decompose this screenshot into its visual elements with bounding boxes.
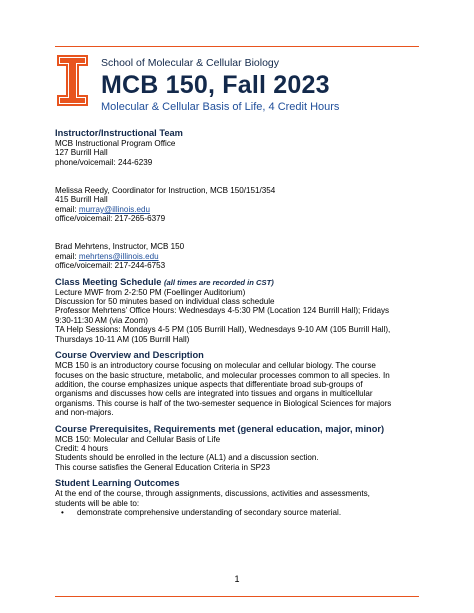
- coordinator-email-link[interactable]: murray@illinois.edu: [78, 204, 151, 214]
- coordinator-room: 415 Burrill Hall: [55, 195, 108, 205]
- schedule-heading: [55, 277, 427, 288]
- overview-line: MCB 150 is an introductory course focusing on molecular and cellular biology. The course: [55, 361, 376, 371]
- overview-line: addition, the course emphasizes unique aspects that differentiate broad sub-groups of: [55, 379, 363, 389]
- illinois-logo-icon: [57, 55, 88, 106]
- prereq-heading: Course Prerequisites, Requirements met (general education, major, minor): [55, 423, 385, 434]
- instructor-email-line: [55, 252, 427, 261]
- schedule-heading-text: Class Meeting Schedule: [55, 276, 162, 287]
- schedule-ta-2: Thursdays 10-11 AM (105 Burrill Hall): [55, 334, 190, 344]
- prereq-line: Credit: 4 hours: [55, 443, 109, 453]
- schedule-lecture: Lecture MWF from 2-2:50 PM (Foellinger Auditorium): [55, 287, 246, 297]
- prereq-line: Students should be enrolled in the lecture (AL1) and a discussion section.: [55, 453, 319, 463]
- overview-heading: Course Overview and Description: [55, 350, 204, 361]
- overview-line: and non-majors.: [55, 408, 114, 418]
- outcomes-line: At the end of the course, through assignments, discussions, activities and assessments,: [55, 489, 370, 499]
- schedule-ta-1: TA Help Sessions: Mondays 4-5 PM (105 Burrill Hall), Wednesdays 9-10 AM (105 Burrill Hall),: [55, 325, 391, 335]
- outcomes-heading: Student Learning Outcomes: [55, 478, 180, 489]
- coordinator-email-line: [55, 205, 427, 214]
- footer-rule: [55, 596, 419, 597]
- instructor-email-link[interactable]: mehrtens@illinois.edu: [78, 251, 159, 261]
- office-room: 127 Burrill Hall: [55, 148, 108, 158]
- page-number: 1: [234, 574, 240, 584]
- coordinator-phone: office/voicemail: 217-265-6379: [55, 214, 166, 224]
- office-name: MCB Instructional Program Office: [55, 139, 176, 148]
- course-subtitle: Molecular & Cellular Basis of Life, 4 Credit Hours: [101, 101, 340, 113]
- schedule-office-hours-1: Professor Mehrtens’ Office Hours: Wednesdays 4-5:30 PM (Location 124 Burrill Hall); Fridays: [55, 306, 390, 316]
- bullet-icon: •: [61, 507, 64, 517]
- syllabus-body: [55, 128, 427, 517]
- course-title: MCB 150, Fall 2023: [101, 71, 330, 99]
- header-rule: [55, 46, 419, 47]
- team-heading: Instructor/Instructional Team: [55, 128, 183, 138]
- outcomes-line: students will be able to:: [55, 498, 140, 508]
- schedule-discussion: Discussion for 50 minutes based on individual class schedule: [55, 297, 275, 307]
- document-header: [101, 57, 431, 114]
- schedule-office-hours-2: 9:30-11:30 AM (via Zoom): [55, 315, 148, 325]
- prereq-line: This course satisfies the General Education Criteria in SP23: [55, 462, 271, 472]
- office-phone: phone/voicemail: 244-6239: [55, 157, 153, 167]
- instructor-phone: office/voicemail: 217-244-6753: [55, 261, 166, 271]
- overview-line: focuses on the basic structure, metabolic, and molecular processes common to all species. In: [55, 370, 390, 380]
- coordinator-name: Melissa Reedy, Coordinator for Instruction, MCB 150/151/354: [55, 186, 276, 196]
- instructor-name: Brad Mehrtens, Instructor, MCB 150: [55, 242, 185, 252]
- outcome-bullet: [55, 508, 427, 517]
- school-name: School of Molecular & Cellular Biology: [101, 57, 280, 69]
- email-label: email:: [55, 251, 79, 261]
- overview-line: organisms and discusses how cells are integrated into tissues and organs in multicellular: [55, 389, 373, 399]
- outcome-bullet-text: demonstrate comprehensive understanding of secondary source material.: [77, 507, 342, 517]
- prereq-line: MCB 150: Molecular and Cellular Basis of Life: [55, 434, 221, 444]
- overview-line: organisms. This course is half of the two-semester sequence in Biological Sciences for majors: [55, 398, 392, 408]
- schedule-note: (all times are recorded in CST): [164, 277, 274, 287]
- email-label: email:: [55, 204, 79, 214]
